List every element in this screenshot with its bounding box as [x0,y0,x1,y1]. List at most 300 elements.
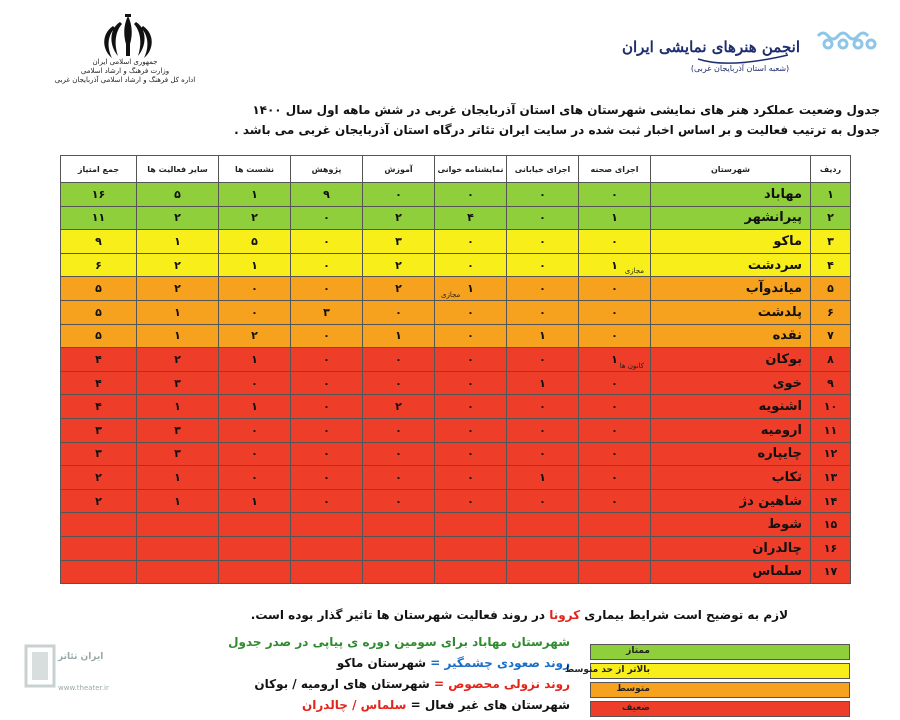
cell-city [651,418,811,442]
cell-city [651,395,811,419]
cell-value: ۰ [611,494,618,508]
cell-value: ۰ [323,376,330,390]
cell-value: ۷ [827,329,834,343]
cell-reading [435,442,507,466]
page-header [0,0,900,95]
cell-sessions [219,466,291,490]
cell-education [363,418,435,442]
cell-city [651,466,811,490]
cell-city [651,277,811,301]
cell-value: ۴ [95,352,102,366]
remark-line-1: شهرستان مهاباد برای سومین دوره ی پیاپی در صدر جدول [228,635,570,649]
cell-other [137,466,219,490]
cell-value: ۶ [95,258,102,272]
cell-value: ۰ [323,400,330,414]
cell-value: ۰ [611,282,618,296]
remark-inactive-label: شهرستان های غیر فعال [424,698,570,712]
header-reading: نمایشنامه خوانی [435,156,507,183]
cell-value: ۱۴ [823,494,838,508]
cell-city [651,300,811,324]
cell-value: ۰ [395,352,402,366]
cell-education [363,183,435,207]
table-row [61,230,851,254]
cell-city [651,253,811,277]
cell-rank [811,513,851,537]
cell-education [363,560,435,584]
cell-value: ۰ [467,329,474,343]
cell-value: ۱ [611,352,618,366]
cell-total [61,418,137,442]
cell-value: ۰ [251,423,258,437]
cell-value: ۳ [174,423,181,437]
cell-value: ۰ [395,376,402,390]
cell-sessions [219,324,291,348]
cell-value: ۰ [539,352,546,366]
cell-value: ۱ [467,282,474,296]
cell-stage [579,371,651,395]
cell-street [507,206,579,230]
cell-education [363,230,435,254]
title-line-1: جدول وضعیت عملکرد هنر های نمایشی شهرستان های استان آذربایجان غربی در شش ماهه اول سال ۱۴۰۰ [252,103,880,117]
cell-education [363,324,435,348]
header-research: پژوهش [291,156,363,183]
cell-value: میاندوآب [745,281,802,297]
cell-city [651,348,811,372]
cell-street [507,230,579,254]
cell-city [651,371,811,395]
cell-reading [435,560,507,584]
table-row [61,560,851,584]
cell-value: ۰ [467,187,474,201]
cell-value: ۰ [611,423,618,437]
cell-total [61,536,137,560]
cell-street [507,466,579,490]
remarks-block [228,632,570,716]
cell-total [61,442,137,466]
cell-value: ۵ [174,187,181,201]
page-title [20,100,880,140]
cell-other [137,253,219,277]
cell-street [507,183,579,207]
cell-rank [811,418,851,442]
cell-total [61,253,137,277]
cell-value: ۱۳ [823,470,838,484]
cell-other [137,183,219,207]
watermark-name: ایران تئاتر [58,652,104,662]
cell-value: ۰ [539,282,546,296]
cell-value: ۰ [395,470,402,484]
cell-value: ۲ [251,329,258,343]
cell-sessions [219,206,291,230]
table-header-row [61,156,851,183]
cell-city [651,489,811,513]
cell-value: ۰ [323,352,330,366]
cell-rank [811,560,851,584]
cell-research [291,300,363,324]
cell-street [507,513,579,537]
cell-value: ۵ [251,234,258,248]
cell-value: ۰ [251,282,258,296]
cell-value: ۱ [251,352,258,366]
remark-inactive-cities: سلماس / چالدران [302,698,407,712]
cell-value: ۳ [827,234,834,248]
cell-value: ۰ [251,470,258,484]
cell-value: ۹ [323,187,330,201]
cell-value: ۰ [539,187,546,201]
corona-note-after: در روند فعالیت شهرستان ها تاثیر گذار بوده است. [250,608,550,622]
cell-rank [811,395,851,419]
legend-item-average [590,681,850,700]
cell-street [507,536,579,560]
cell-reading [435,418,507,442]
cell-value: ۰ [323,470,330,484]
cell-value: ۱ [174,400,181,414]
cell-other [137,536,219,560]
cell-total [61,277,137,301]
cell-research [291,206,363,230]
cell-stage [579,183,651,207]
table-row [61,324,851,348]
cell-value: ۲ [395,282,402,296]
cell-value: ۰ [395,187,402,201]
cell-value: بوکان [765,351,802,367]
cell-value: شاهین دژ [739,493,802,509]
cell-value: تکاب [771,469,802,485]
cell-value: ۱ [174,470,181,484]
cell-value: نقده [772,328,802,344]
cell-reading [435,183,507,207]
cell-value: ۰ [611,376,618,390]
cell-education [363,536,435,560]
cell-note: مجازی [624,267,644,276]
cell-research [291,489,363,513]
cell-value: ۱ [174,234,181,248]
cell-total [61,206,137,230]
cell-value: ۱۵ [823,518,838,532]
cell-other [137,277,219,301]
cell-reading [435,513,507,537]
cell-total [61,466,137,490]
cell-education [363,489,435,513]
cell-research [291,324,363,348]
remark-rising-city: شهرستان ماکو [336,656,427,670]
cell-reading [435,536,507,560]
cell-total [61,348,137,372]
cell-value: ۰ [467,258,474,272]
cell-value: ۰ [539,258,546,272]
cell-value: ۱۶ [823,541,838,555]
cell-value: ۹ [95,234,102,248]
header-city: شهرستان [651,156,811,183]
cell-value: ۰ [323,329,330,343]
cell-value: سلماس [752,564,802,580]
cell-reading [435,324,507,348]
cell-other [137,230,219,254]
header-total: جمع امتیاز [61,156,137,183]
cell-other [137,371,219,395]
header-rank: ردیف [811,156,851,183]
cell-stage [579,324,651,348]
remark-eq: = [430,656,441,670]
cell-value: ۸ [827,352,834,366]
cell-value: ۰ [611,187,618,201]
cell-education [363,442,435,466]
cell-value: ۲ [395,258,402,272]
cell-research [291,418,363,442]
cell-value: ۱ [395,329,402,343]
cell-other [137,418,219,442]
cell-value: ۰ [467,400,474,414]
cell-value: ۴ [95,400,102,414]
cell-value: ۰ [251,447,258,461]
cell-sessions [219,230,291,254]
cell-value: ۰ [395,305,402,319]
table-row [61,489,851,513]
cell-reading [435,206,507,230]
cell-value: ۰ [539,494,546,508]
cell-rank [811,536,851,560]
cell-value: ۱ [251,187,258,201]
header-other: سایر فعالیت ها [137,156,219,183]
cell-rank [811,442,851,466]
cell-total [61,371,137,395]
cell-value: ۳ [174,447,181,461]
cell-value: ۳ [174,376,181,390]
legend-label: متوسط [616,684,650,694]
legend-label: بالاتر از حد متوسط [564,665,650,675]
cell-value: مهاباد [764,186,802,202]
cell-value: ۱ [174,329,181,343]
cell-stage [579,395,651,419]
table-row [61,513,851,537]
corona-note-before: لازم به توضیح است شرایط بیماری [580,608,788,622]
cell-stage [579,489,651,513]
cell-total [61,489,137,513]
cell-value: ۰ [539,234,546,248]
cell-city [651,513,811,537]
cell-value: ۱۲ [823,447,838,461]
cell-stage [579,513,651,537]
cell-value: ۰ [323,447,330,461]
header-stage: اجرای صحنه [579,156,651,183]
table-row [61,442,851,466]
cell-value: ۰ [467,447,474,461]
table-row [61,371,851,395]
cell-research [291,560,363,584]
table-row [61,418,851,442]
header-education: آموزش [363,156,435,183]
cell-street [507,348,579,372]
legend-item-weak [590,700,850,719]
cell-value: ۱ [251,400,258,414]
cell-street [507,253,579,277]
cell-value: ۲ [251,211,258,225]
cell-value: ۱ [611,258,618,272]
cell-stage [579,348,651,372]
iran-emblem-icon [96,12,160,62]
cell-sessions [219,418,291,442]
cell-reading [435,253,507,277]
cell-value: ۰ [611,400,618,414]
cell-stage [579,560,651,584]
table-row [61,300,851,324]
cell-note: کانون ها [619,361,644,370]
cell-sessions [219,348,291,372]
ministry-line: وزارت فرهنگ و ارشاد اسلامی [80,67,170,75]
cell-value: ۰ [395,494,402,508]
cell-education [363,395,435,419]
cell-value: ۱۷ [823,565,838,579]
cell-value: ۰ [611,305,618,319]
cell-value: خوی [772,375,802,391]
cell-value: ۱ [611,211,618,225]
cell-stage [579,442,651,466]
cell-value: ۳ [395,234,402,248]
cell-value: ۲ [395,400,402,414]
cell-city [651,230,811,254]
cell-value: ۹ [827,376,834,390]
cell-street [507,560,579,584]
cell-value: ۱۰ [823,400,838,414]
cell-other [137,206,219,230]
cell-research [291,371,363,395]
cell-value: ۰ [539,211,546,225]
cell-value: ۱ [251,258,258,272]
cell-value: ۴ [827,258,834,272]
cell-city [651,560,811,584]
legend-label: ضعیف [621,703,650,713]
cell-total [61,183,137,207]
cell-value: ۰ [467,305,474,319]
table-row [61,466,851,490]
cell-other [137,560,219,584]
association-branch: (شعبه استان آذربایجان غربی) [690,64,790,73]
cell-value: ۰ [467,423,474,437]
cell-value: ۰ [323,423,330,437]
cell-value: ۱۶ [91,187,106,201]
cell-sessions [219,560,291,584]
cell-total [61,395,137,419]
cell-value: ۰ [251,376,258,390]
cell-street [507,489,579,513]
cell-street [507,277,579,301]
table-row [61,395,851,419]
remark-falling-cities: شهرستان های ارومیه / بوکان [254,677,430,691]
cell-value: ۰ [251,305,258,319]
cell-value: ۰ [611,234,618,248]
cell-total [61,513,137,537]
header-sessions: نشست ها [219,156,291,183]
cell-rank [811,277,851,301]
cell-value: ۰ [395,423,402,437]
cell-reading [435,395,507,419]
cell-value: ۰ [467,494,474,508]
cell-research [291,466,363,490]
cell-city [651,536,811,560]
cell-city [651,442,811,466]
cell-value: ۱۱ [91,211,106,225]
cell-value: چالدران [752,540,802,556]
cell-value: شوط [767,517,802,533]
cell-education [363,348,435,372]
cell-value: ۰ [323,211,330,225]
cell-rank [811,371,851,395]
cell-city [651,324,811,348]
cell-education [363,513,435,537]
cell-sessions [219,536,291,560]
remark-eq: = [410,698,421,712]
cell-value: ارومیه [760,422,802,438]
cell-value: ۴ [467,211,474,225]
cell-sessions [219,300,291,324]
cell-value: ۵ [95,305,102,319]
cell-education [363,253,435,277]
cell-value: ۰ [323,282,330,296]
cell-other [137,324,219,348]
cell-research [291,253,363,277]
cell-value: ۰ [323,494,330,508]
cell-total [61,230,137,254]
watermark-url: www.theater.ir [58,684,109,692]
cell-value: ۰ [539,423,546,437]
cell-value: ۵ [95,329,102,343]
cell-city [651,206,811,230]
cell-value: ۲ [174,211,181,225]
cell-research [291,348,363,372]
cell-value: چایپاره [757,446,802,462]
remark-eq: = [433,677,444,691]
cell-value: پیرانشهر [744,210,802,226]
cell-sessions [219,442,291,466]
cell-stage [579,536,651,560]
cell-street [507,324,579,348]
legend [564,643,850,719]
cell-reading [435,300,507,324]
remark-rising-label: روند صعودی چشمگیر [444,656,570,670]
cell-value: ۲ [174,258,181,272]
cell-research [291,513,363,537]
cell-research [291,395,363,419]
cell-value: ۰ [611,329,618,343]
cell-value: ۳ [95,447,102,461]
cell-value: ۳ [323,305,330,319]
table-row [61,183,851,207]
cell-sessions [219,371,291,395]
cell-stage [579,277,651,301]
cell-value: ۲ [174,282,181,296]
cell-value: ماکو [773,233,802,249]
cell-value: ۰ [539,447,546,461]
cell-value: ۰ [323,234,330,248]
remark-line-3 [228,674,570,695]
cell-sessions [219,277,291,301]
cell-education [363,206,435,230]
cell-value: سردشت [747,257,802,273]
cell-education [363,466,435,490]
cell-other [137,513,219,537]
cell-value: ۰ [467,470,474,484]
cell-value: ۲ [95,470,102,484]
cell-value: ۳ [95,423,102,437]
ministry-line: اداره کل فرهنگ و ارشاد اسلامی آذربایجان غربی [54,76,196,84]
cell-other [137,300,219,324]
corona-note [251,608,788,622]
cell-other [137,442,219,466]
table-row [61,206,851,230]
cell-value: ۱ [174,305,181,319]
cell-education [363,300,435,324]
table-row [61,536,851,560]
